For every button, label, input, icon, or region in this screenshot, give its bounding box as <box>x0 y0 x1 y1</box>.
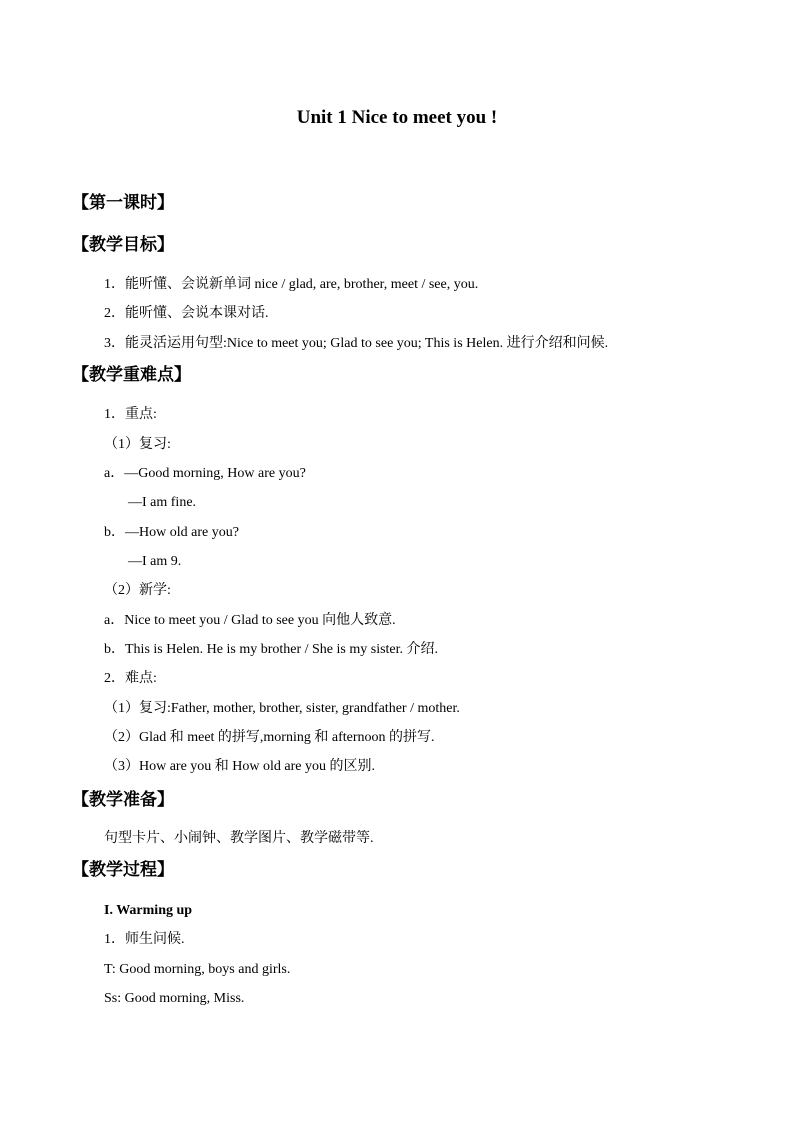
key-point-line: （1）复习:Father, mother, brother, sister, grandfather / mother. <box>104 701 460 716</box>
key-point-line: —I am 9. <box>128 554 182 569</box>
key-point-line: （2）Glad 和 meet 的拼写,morning 和 afternoon 的拼写. <box>104 730 435 745</box>
document-title: Unit 1 Nice to meet you ! <box>296 107 498 128</box>
key-point-line: b．—How old are you? <box>104 525 239 540</box>
section-heading-lesson: 【第一课时】 <box>72 193 174 212</box>
objective-item: 2．能听懂、会说本课对话. <box>104 306 269 321</box>
section-heading-preparation: 【教学准备】 <box>72 790 174 809</box>
key-point-line: a．—Good morning, How are you? <box>104 466 306 481</box>
objective-item: 3．能灵活运用句型:Nice to meet you; Glad to see you; This is Helen. 进行介绍和问候. <box>104 336 609 351</box>
section-heading-process: 【教学过程】 <box>72 860 174 879</box>
process-line: 1．师生问候. <box>104 932 185 947</box>
key-point-line: （3）How are you 和 How old are you 的区别. <box>104 759 376 774</box>
preparation-text: 句型卡片、小闹钟、教学图片、教学磁带等. <box>104 831 374 846</box>
key-point-line: （1）复习: <box>104 437 171 452</box>
process-line: Ss: Good morning, Miss. <box>104 991 245 1006</box>
objective-item: 1．能听懂、会说新单词 nice / glad, are, brother, meet / see, you. <box>104 277 479 292</box>
key-point-line: 2．难点: <box>104 671 157 686</box>
section-heading-objectives: 【教学目标】 <box>72 235 174 254</box>
key-point-line: b．This is Helen. He is my brother / She is my sister. 介绍. <box>104 642 439 657</box>
key-point-line: （2）新学: <box>104 583 171 598</box>
process-line: T: Good morning, boys and girls. <box>104 962 291 977</box>
key-point-line: —I am fine. <box>128 495 197 510</box>
process-subheading: I. Warming up <box>104 903 193 918</box>
key-point-line: a．Nice to meet you / Glad to see you 向他人致意. <box>104 613 396 628</box>
section-heading-key-points: 【教学重难点】 <box>72 365 191 384</box>
key-point-line: 1．重点: <box>104 407 157 422</box>
